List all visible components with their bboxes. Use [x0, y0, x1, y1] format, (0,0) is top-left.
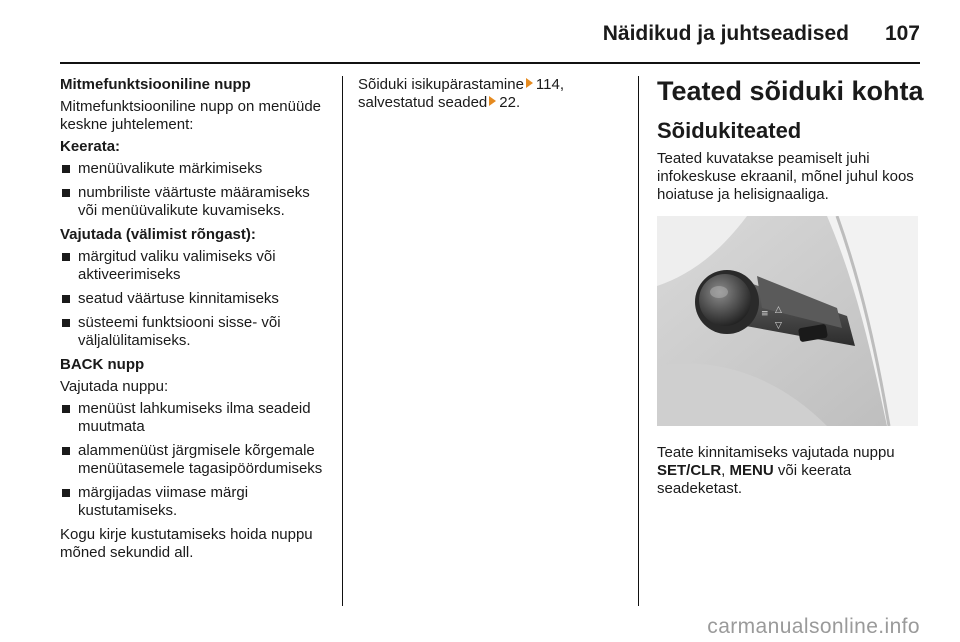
- back-list: [60, 400, 332, 520]
- svg-text:△: △: [775, 305, 782, 315]
- back-heading: BACK nupp: [60, 356, 145, 373]
- header-rule: [60, 62, 920, 64]
- reference-arrow-icon: [526, 78, 533, 88]
- steering-stalk-icon: [657, 216, 918, 426]
- intro-text: Mitmefunktsiooniline nupp on menüüde keskne juhtelement:: [60, 98, 321, 133]
- subsection-title: Sõidukiteated: [657, 118, 802, 143]
- hold-text: Kogu kirje kustutamiseks hoida nuppu mõned sekundid all.: [60, 526, 313, 561]
- column-divider-left: [342, 76, 343, 606]
- list-item: seatud väärtuse kinnitamiseks: [62, 290, 332, 308]
- list-item: menüüvalikute märkimiseks: [62, 160, 332, 178]
- caption-text: Teate kinnitamiseks vajutada nuppu SET/CLR, MENU või keerata seadeketast.: [657, 444, 895, 497]
- back-intro: Vajutada nuppu:: [60, 378, 169, 395]
- left-column: [60, 76, 332, 566]
- column-divider-right: [638, 76, 639, 606]
- steering-stalk-photo: [657, 216, 918, 426]
- right-column: [657, 76, 925, 502]
- list-item: menüüst lahkumiseks ilma seadeid muutmata: [62, 400, 332, 436]
- page-header: [60, 14, 920, 54]
- cross-reference[interactable]: Sõiduki isikupärastamine 114, salvestatud seaded 22.: [358, 76, 565, 111]
- watermark: carmanualsonline.info: [707, 615, 920, 638]
- press-list: [60, 248, 332, 350]
- page-number: 107: [884, 22, 920, 45]
- svg-text:≡: ≡: [761, 309, 769, 319]
- list-item: numbriliste väärtuste määramiseks või menüüvalikute kuvamiseks.: [62, 184, 332, 220]
- body-text: Teated kuvatakse peamiselt juhi infokeskuse ekraanil, mõnel juhul koos hoiatuse ja helisignaaliga.: [657, 150, 914, 203]
- turn-label: Keerata:: [60, 138, 121, 155]
- svg-text:▽: ▽: [775, 321, 782, 331]
- list-item: märgijadas viimase märgi kustutamiseks.: [62, 484, 332, 520]
- press-label: Vajutada (välimist rõngast):: [60, 226, 256, 243]
- middle-column: [358, 76, 630, 116]
- section-heading: Mitmefunktsiooniline nupp: [60, 76, 251, 93]
- list-item: alammenüüst järgmisele kõrgemale menüütasemele tagasipöördumiseks: [62, 442, 332, 478]
- list-item: märgitud valiku valimiseks või aktiveerimiseks: [62, 248, 332, 284]
- turn-list: [60, 160, 332, 220]
- reference-arrow-icon: [489, 96, 496, 106]
- section-title: Teated sõiduki kohta: [657, 76, 924, 106]
- page-title: Näidikud ja juhtseadised: [602, 22, 849, 45]
- list-item: süsteemi funktsiooni sisse- või väljalülitamiseks.: [62, 314, 332, 350]
